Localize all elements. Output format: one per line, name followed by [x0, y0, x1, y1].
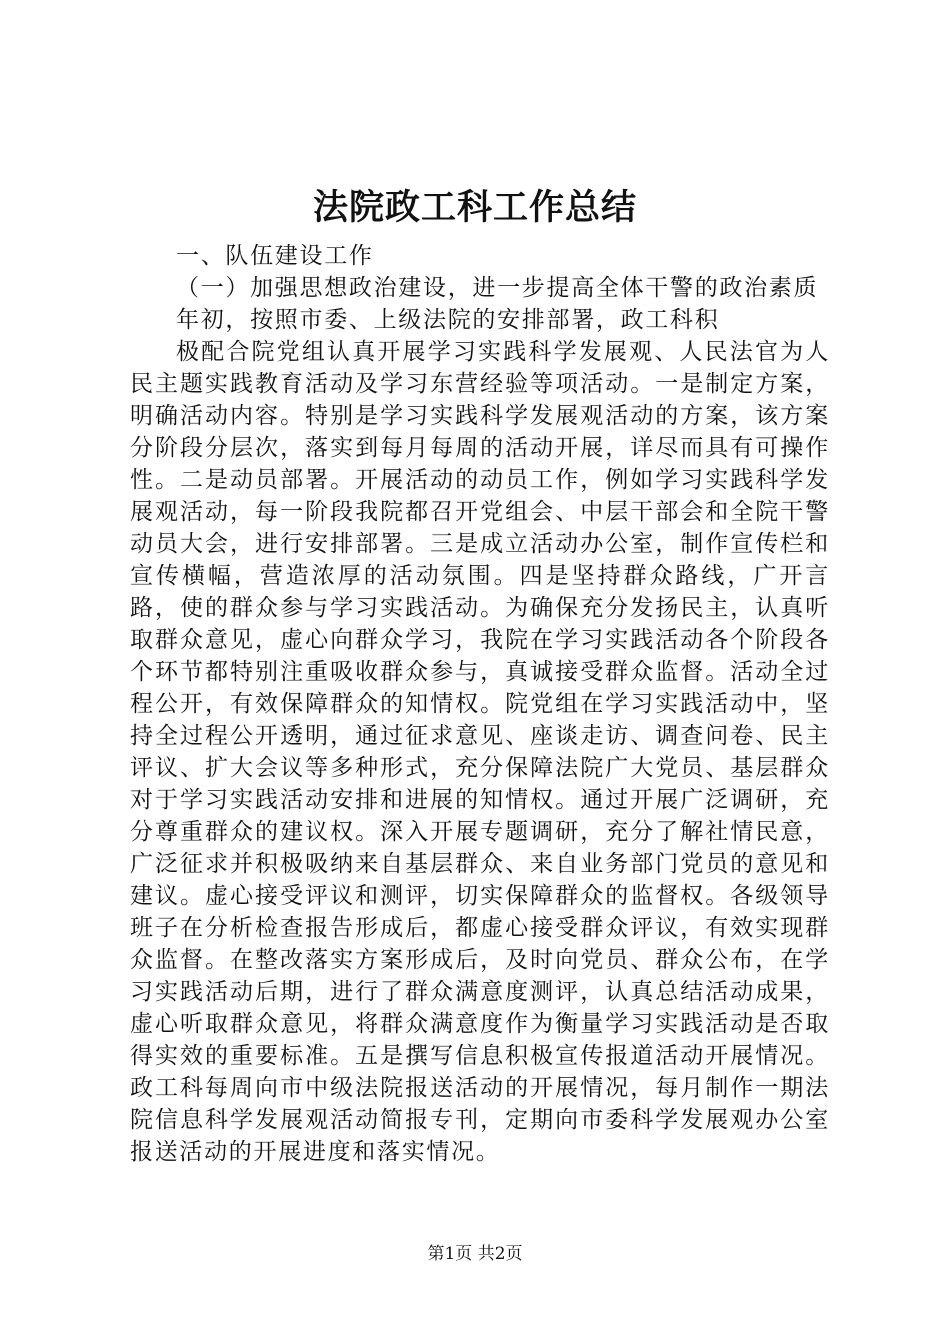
document-body [130, 240, 830, 1168]
document-title: 法院政工科工作总结 [312, 187, 637, 228]
body-paragraph-intro: 年初，按照市委、上级法院的安排部署，政工科积 [176, 307, 720, 333]
page-number-footer: 第1页 共2页 [427, 1244, 523, 1264]
section-heading: 一、队伍建设工作 [176, 243, 374, 269]
subsection-heading: （一）加强思想政治建设，进一步提高全体干警的政治素质 [176, 275, 819, 301]
body-paragraph-main: 极配合院党组认真开展学习实践科学发展观、人民法官为人民主题实践教育活动及学习东营经验等项活动。一是制定方案，明确活动内容。特别是学习实践科学发展观活动的方案，该方案分阶段分层次，落实到每月每周的活动开展，详尽而具有可操作性。二是动员部署。开展活动的动员工作，例如学习实践科学发展观活动，每一阶段我院都召开党组会、中层干部会和全院干警动员大会，进行安排部署。三是成立活动办公室，制作宣传栏和宣传横幅，营造浓厚的活动氛围。四是坚持群众路线，广开言路，使的群众参与学习实践活动。为确保充分发扬民主，认真听取群众意见，虚心向群众学习，我院在学习实践活动各个阶段各个环节都特别注重吸收群众参与，真诚接受群众监督。活动全过程公开，有效保障群众的知情权。院党组在学习实践活动中，坚持全过程公开透明，通过征求意见、座谈走访、调查问卷、民主评议、扩大会议等多种形式，充分保障法院广大党员、基层群众对于学习实践活动安排和进展的知情权。通过开展广泛调研，充分尊重群众的建议权。深入开展专题调研，充分了解社情民意，广泛征求并积极吸纳来自基层群众、来自业务部门党员的意见和建议。虚心接受评议和测评，切实保障群众的监督权。各级领导班子在分析检查报告形成后，都虚心接受群众评议，有效实现群众监督。在整改落实方案形成后，及时向党员、群众公布，在学习实践活动后期，进行了群众满意度测评，认真总结活动成果，虚心听取群众意见，将群众满意度作为衡量学习实践活动是否取得实效的重要标准。五是撰写信息积极宣传报道活动开展情况。政工科每周向市中级法院报送活动的开展情况，每月制作一期法院信息科学发展观活动简报专刊，定期向市委科学发展观办公室报送活动的开展进度和落实情况。 [130, 339, 830, 1165]
